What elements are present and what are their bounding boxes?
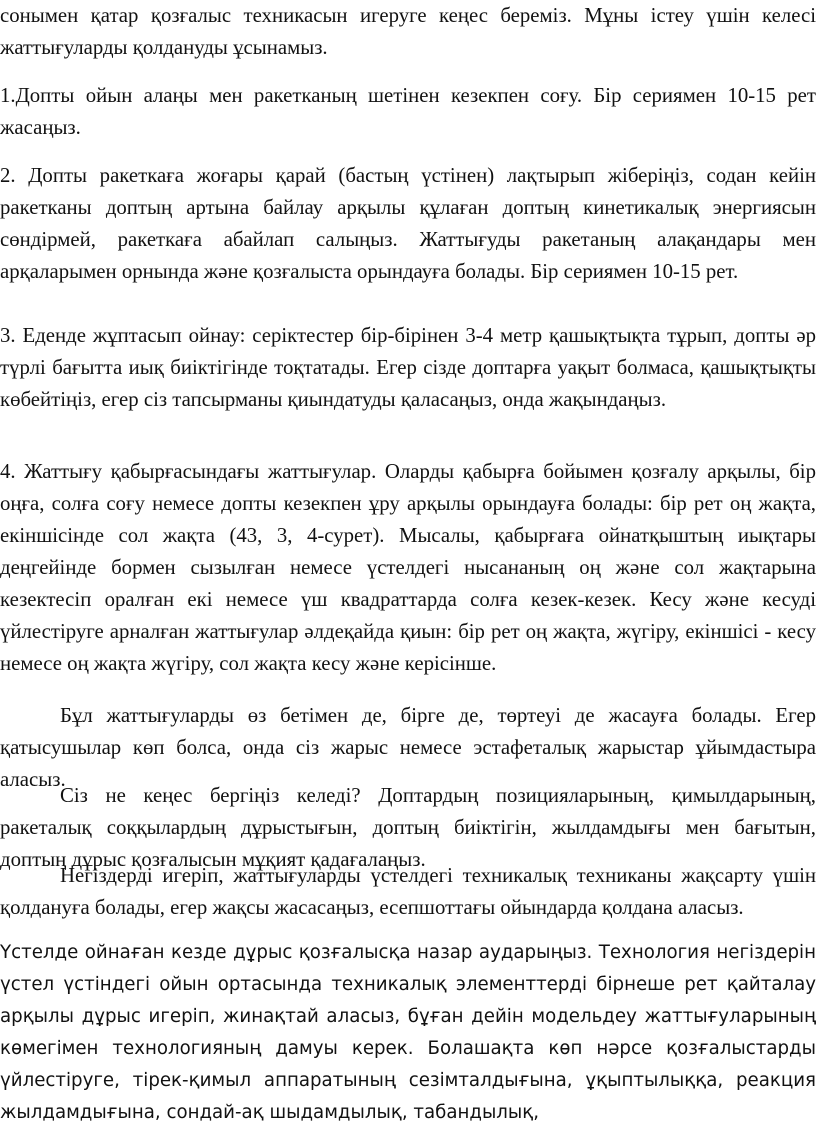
- paragraph-exercise-3: 3. Еденде жұптасып ойнау: серіктестер бір-бірінен 3-4 метр қашықтықта тұрып, допты әр түрлі бағытта иық биіктігінде тоқтатады. Егер сізде доптарға уақыт болмаса, қашықтықты көбейтіңіз, егер сіз тапсырманы қиындатуды қаласаңыз, онда жақындаңыз.: [0, 324, 816, 411]
- paragraph-exercise-4: 4. Жаттығу қабырғасындағы жаттығулар. Оларды қабырға бойымен қозғалу арқылы, бір оңға, солға соғу немесе допты кезекпен ұру арқылы орындауға болады: бір рет оң жақта, екіншісінде сол жақта (43, 3, 4-сурет). Мысалы, қабырғаға ойнатқыштың иықтары деңгейінде бормен сызылған немесе үстелдегі нысананың оң және сол жақтарына кезектесіп оралған екі немесе үш квадраттарда солға кезек-кезек. Кесу және кесуді үйлестіруге арналған жаттығулар әлдеқайда қиын: бір рет оң жақта, жүгіру, екіншісі - кесу немесе оң жақта жүгіру, сол жақта кесу және керісінше.: [0, 460, 816, 675]
- paragraph-participants: Бұл жаттығуларды өз бетімен де, бірге де, төртеуі де жасауға болады. Егер қатысушылар көп болса, онда сіз жарыс немесе эстафеталық жарыстар ұйымдастыра аласыз.: [0, 704, 816, 791]
- paragraph-table-movement: Үстелде ойнаған кезде дұрыс қозғалысқа назар аударыңыз. Технология негіздерін үстел үстіндегі ойын ортасында техникалық элементтерді бірнеше рет қайталау арқылы дұрыс игеріп, жинақтай аласыз, бұған дейін модельдеу жаттығуларының көмегімен технологияның дамуы керек. Болашақта көп нәрсе қозғалыстарды үйлестіруге, тірек-қимыл аппаратының сезімталдығына, ұқыптылыққа, реакция жылдамдығына, сондай-ақ шыдамдылық, табандылық,: [0, 942, 816, 1123]
- paragraph-intro: сонымен қатар қозғалыс техникасын игеруге кеңес береміз. Мұны істеу үшін келесі жаттығуларды қолдануды ұсынамыз.: [0, 4, 816, 59]
- paragraph-exercise-1: 1.Допты ойын алаңы мен ракетканың шетінен кезекпен соғу. Бір сериямен 10-15 рет жасаңыз.: [0, 84, 816, 139]
- paragraph-exercise-2: 2. Допты ракеткаға жоғары қарай (бастың үстінен) лақтырып жіберіңіз, содан кейін ракетканы доптың артына байлау арқылы құлаған доптың кинетикалық энергиясын сөндірмей, ракеткаға абайлап салыңыз. Жаттығуды ракетаның алақандары мен арқаларымен орнында және қозғалыста орындауға болады. Бір сериямен 10-15 рет.: [0, 164, 816, 283]
- paragraph-basics: Негіздерді игеріп, жаттығуларды үстелдегі техникалық техниканы жақсарту үшін қолдануға болады, егер жақсы жасасаңыз, есепшоттағы ойындарда қолдана аласыз.: [0, 864, 816, 919]
- paragraph-advice: Сіз не кеңес бергіңіз келеді? Доптардың позицияларының, қимылдарының, ракеталық соққылардың дұрыстығын, доптың биіктігін, жылдамдығы мен бағытын, доптың дұрыс қозғалысын мұқият қадағалаңыз.: [0, 784, 816, 871]
